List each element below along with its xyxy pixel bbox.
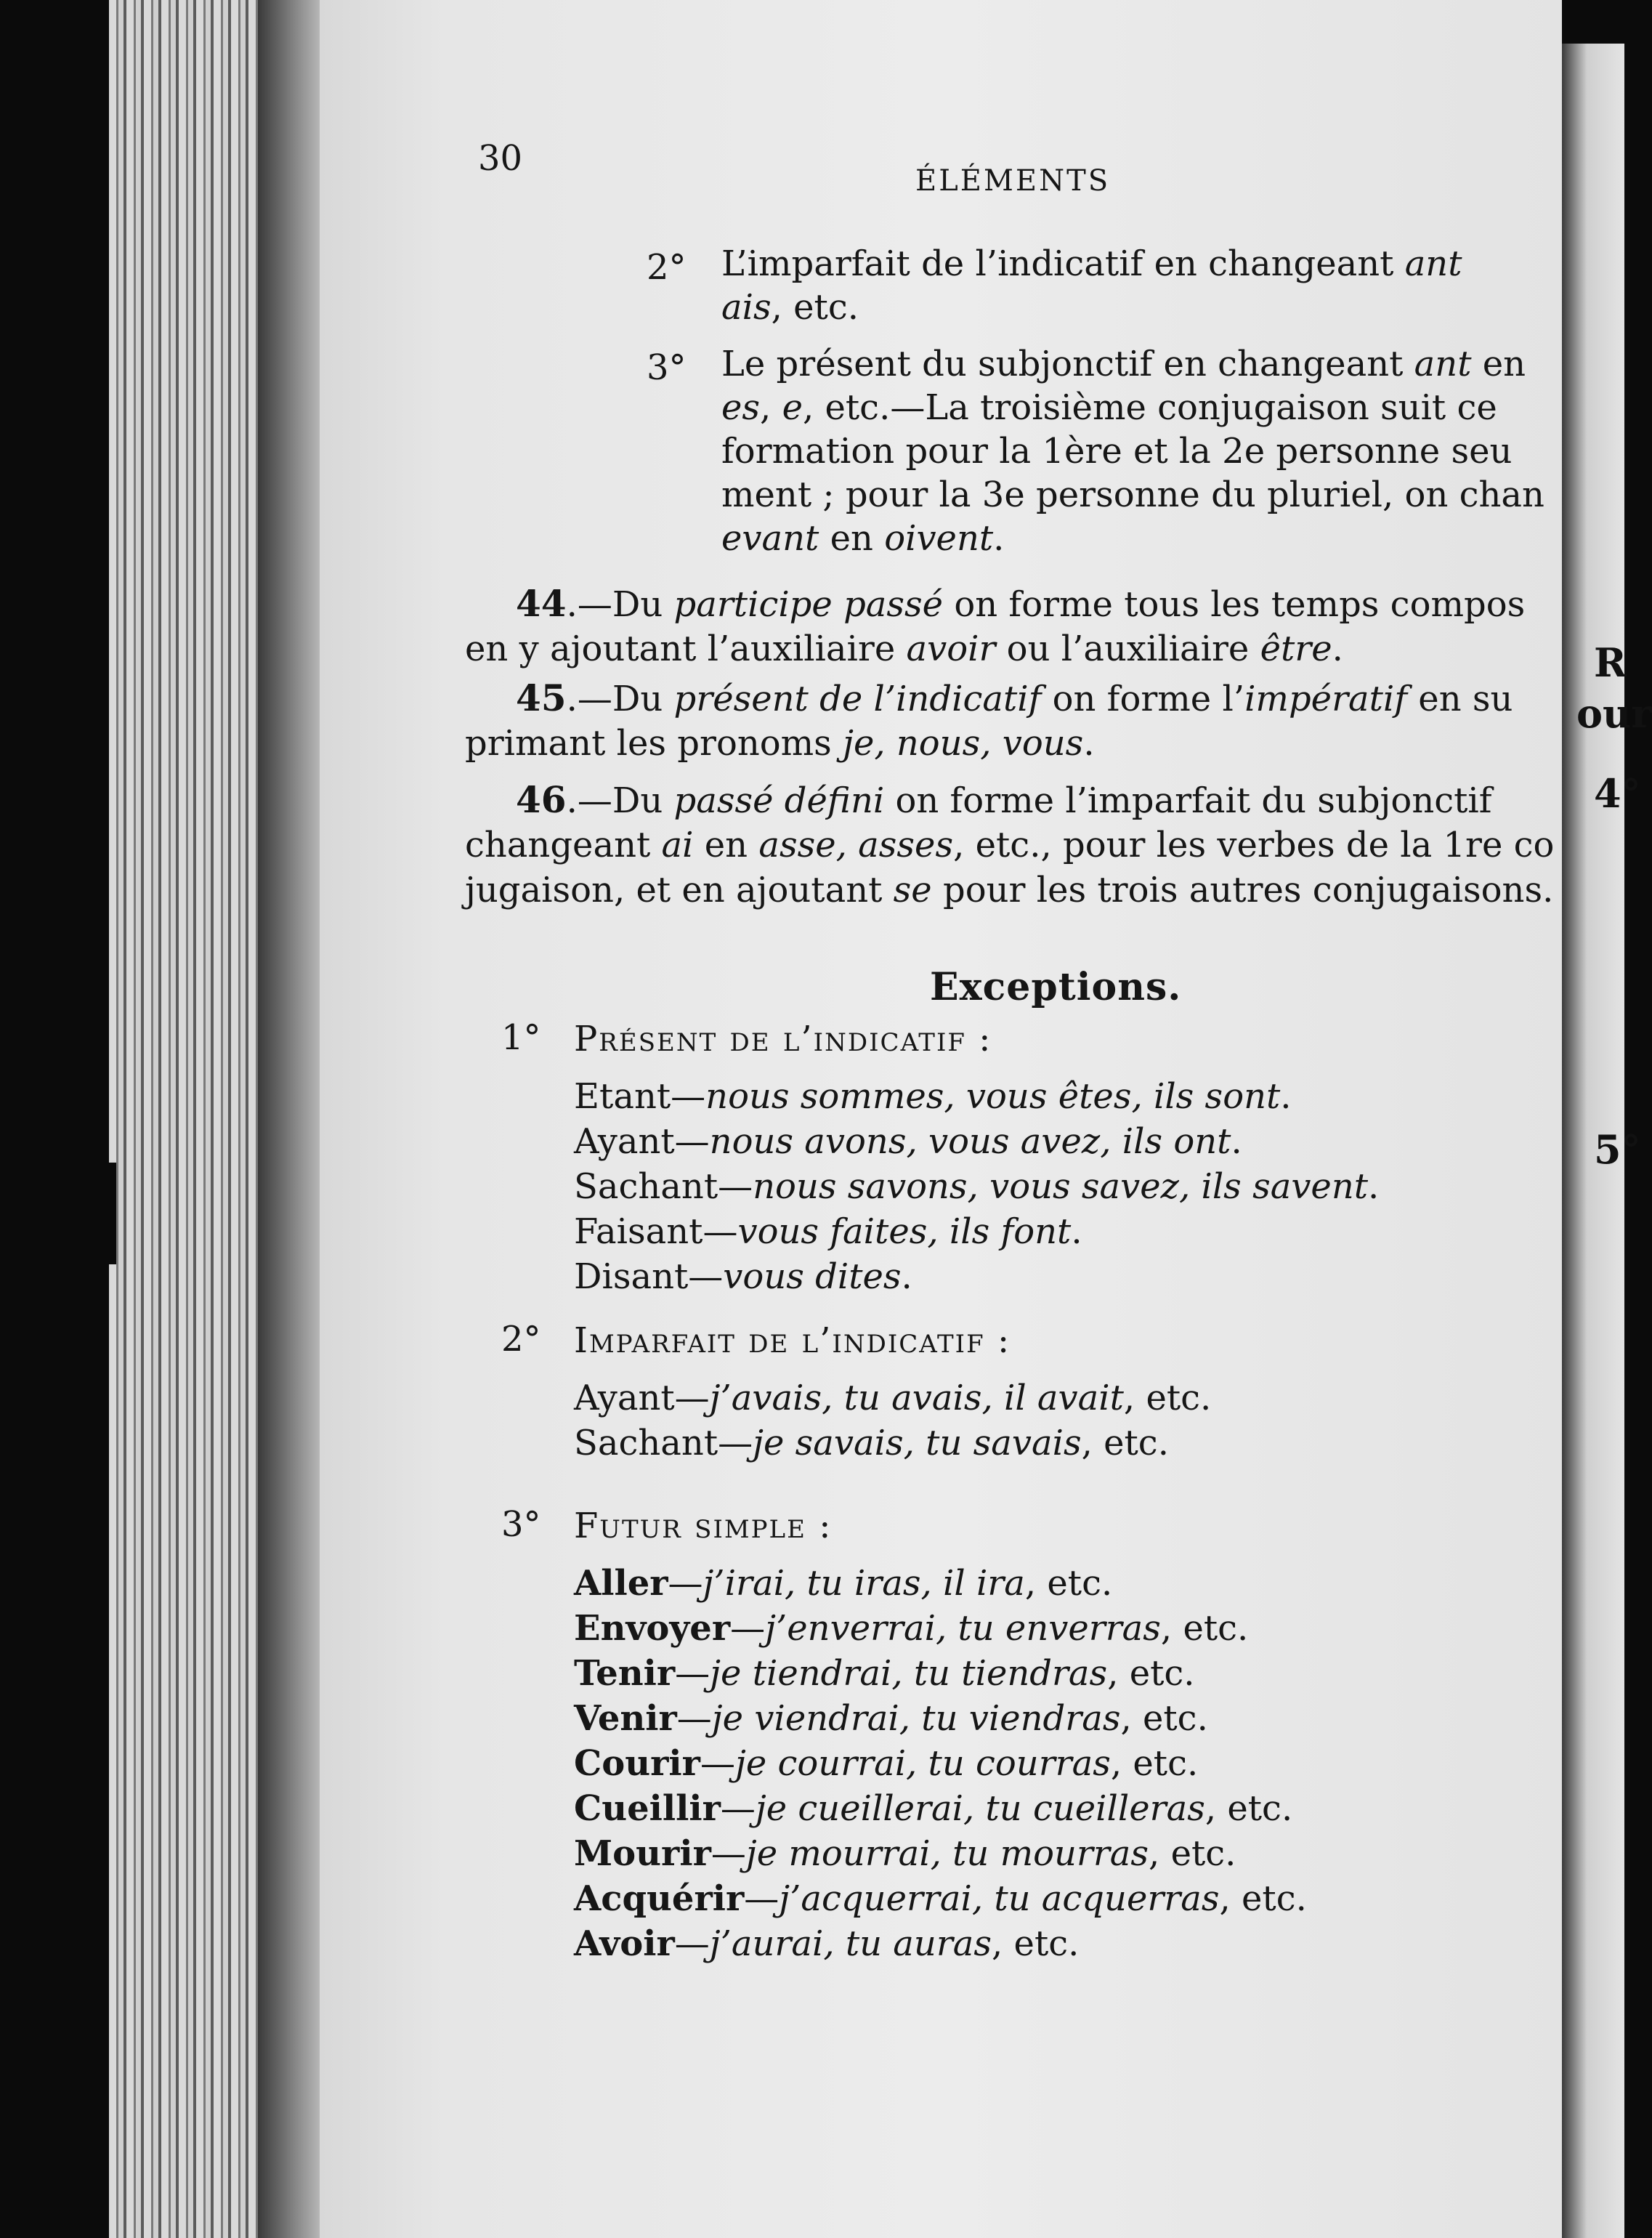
text-run: en	[693, 825, 759, 865]
exception-entry: Etant—nous sommes, vous êtes, ils sont.	[574, 1076, 1292, 1117]
italic-run: ai	[661, 825, 694, 865]
verb-forms: je cueillerai, tu cueilleras	[755, 1788, 1205, 1829]
group-label: Présent de l’indicatif :	[574, 1019, 992, 1059]
exception-entry: Acquérir—j’acquerrai, tu acquerras, etc.	[574, 1878, 1307, 1919]
text-run: en	[819, 518, 885, 559]
exception-entry: Sachant—je savais, tu savais, etc.	[574, 1423, 1169, 1463]
verb: Aller	[574, 1563, 668, 1604]
text-run: .—Du	[566, 584, 674, 625]
verb: Envoyer	[574, 1608, 731, 1649]
verb: Venir	[574, 1698, 677, 1739]
verb: Mourir	[574, 1833, 711, 1874]
book-page	[320, 0, 1562, 2238]
group-label: Futur simple :	[574, 1506, 833, 1546]
exception-entry: Mourir—je mourrai, tu mourras, etc.	[574, 1833, 1236, 1874]
entry-tail: , etc.	[1107, 1653, 1195, 1694]
text-run: .	[993, 518, 1005, 559]
entry-tail: .	[1071, 1211, 1082, 1252]
verb-forms: nous sommes, vous êtes, ils sont	[705, 1076, 1281, 1117]
text-run: changeant	[465, 825, 662, 865]
running-header: ÉLÉMENTS	[915, 164, 1111, 198]
text-run: .—Du	[566, 679, 674, 719]
facing-fragment-4: 5°	[1594, 1126, 1641, 1173]
text-line	[721, 285, 859, 330]
italic-run: ant	[1404, 243, 1462, 284]
entry-tail: .	[1280, 1076, 1292, 1117]
section-number: 45	[516, 676, 567, 719]
page-number: 30	[478, 138, 523, 179]
section-line	[516, 676, 1513, 722]
entry-tail: , etc.	[1081, 1423, 1169, 1463]
verb-forms: je savais, tu savais	[753, 1423, 1082, 1463]
verb-forms: je tiendrai, tu tiendras	[710, 1653, 1108, 1694]
verb: Ayant	[574, 1378, 675, 1418]
text-run: , etc.—La troisième conjugaison suit ce	[802, 387, 1497, 428]
section-line	[516, 581, 1525, 627]
verb-forms: vous dites	[723, 1256, 902, 1297]
text-line	[721, 472, 1544, 517]
exception-entry: Courir—je courrai, tu courras, etc.	[574, 1743, 1199, 1784]
verb-forms: j’irai, tu iras, il ira	[702, 1563, 1025, 1604]
text-run: en y ajoutant l’auxiliaire	[465, 629, 907, 669]
italic-run: es	[721, 387, 761, 428]
verb-forms: j’avais, tu avais, il avait	[709, 1378, 1124, 1418]
exception-entry: Aller—j’irai, tu iras, il ira, etc.	[574, 1563, 1113, 1604]
italic-run: se	[893, 870, 932, 910]
verb: Acquérir	[574, 1878, 745, 1919]
entry-tail: , etc.	[992, 1923, 1080, 1964]
entry-tail: , etc.	[1110, 1743, 1199, 1784]
text-run: on forme l’	[1041, 679, 1245, 719]
exception-entry: Cueillir—je cueillerai, tu cueilleras, etc.	[574, 1788, 1293, 1829]
text-run: ou l’auxiliaire	[995, 629, 1260, 669]
verb-forms: je mourrai, tu mourras	[745, 1833, 1149, 1874]
verb-forms: vous faites, ils font	[737, 1211, 1072, 1252]
exception-entry: Avoir—j’aurai, tu auras, etc.	[574, 1923, 1080, 1964]
entry-tail: .	[1231, 1121, 1242, 1162]
exceptions-heading: Exceptions.	[930, 965, 1182, 1009]
verb-forms: nous savons, vous savez, ils savent	[753, 1166, 1369, 1207]
italic-run: être	[1260, 629, 1332, 669]
facing-fragment-2: our	[1576, 690, 1652, 737]
facing-fragment-3: 4°	[1594, 770, 1641, 817]
text-run: pour les trois autres conjugaisons.	[931, 870, 1554, 910]
text-run: on forme l’imparfait du subjonctif	[884, 780, 1492, 821]
facing-fragment-1: R	[1594, 639, 1627, 686]
text-line	[721, 342, 1526, 387]
text-run: on forme tous les temps compos	[943, 584, 1526, 625]
text-run: Le présent du subjonctif en changeant	[721, 344, 1414, 384]
section-number: 46	[516, 778, 567, 821]
italic-run: participe passé	[673, 584, 944, 625]
italic-run: je, nous, vous	[843, 723, 1084, 764]
entry-tail: , etc.	[1219, 1878, 1307, 1919]
italic-run: e	[782, 387, 803, 428]
exception-entry: Faisant—vous faites, ils font.	[574, 1211, 1082, 1252]
exception-entry: Ayant—nous avons, vous avez, ils ont.	[574, 1121, 1242, 1162]
verb: Avoir	[574, 1923, 675, 1964]
section-line	[516, 777, 1492, 823]
verb: Tenir	[574, 1653, 676, 1694]
entry-tail: .	[901, 1256, 912, 1297]
entry-tail: , etc.	[1120, 1698, 1208, 1739]
page-notch	[87, 1163, 116, 1264]
text-line	[721, 516, 1004, 561]
italic-run: présent de l’indicatif	[673, 679, 1042, 719]
text-run: formation pour la 1ère et la 2e personne seu	[721, 431, 1513, 472]
verb: Ayant	[574, 1121, 675, 1162]
group-number: 3°	[501, 1504, 541, 1545]
italic-run: evant	[721, 518, 819, 559]
entry-tail: , etc.	[1204, 1788, 1293, 1829]
italic-run: asse, asses	[758, 825, 954, 865]
section-line	[465, 823, 1554, 868]
facing-page-fragment	[1562, 44, 1652, 2238]
text-run: ,	[760, 387, 782, 428]
italic-run: avoir	[906, 629, 996, 669]
item-number: 3°	[647, 347, 687, 388]
italic-run: ant	[1414, 344, 1472, 384]
text-run: en su	[1407, 679, 1513, 719]
text-run: .	[1083, 723, 1095, 764]
exception-entry: Disant—vous dites.	[574, 1256, 912, 1297]
text-line	[721, 241, 1462, 286]
verb-forms: j’enverrai, tu enverras	[765, 1608, 1161, 1649]
section-line	[465, 868, 1553, 913]
exception-entry: Envoyer—j’enverrai, tu enverras, etc.	[574, 1608, 1249, 1649]
entry-tail: , etc.	[1024, 1563, 1113, 1604]
group-number: 2°	[501, 1319, 541, 1360]
verb-forms: je viendrai, tu viendras	[711, 1698, 1121, 1739]
italic-run: ais	[721, 287, 772, 328]
gutter-shadow	[258, 0, 323, 2238]
text-run: primant les pronoms	[465, 723, 843, 764]
text-run: .—Du	[566, 780, 674, 821]
section-line	[465, 721, 1095, 766]
verb: Disant	[574, 1256, 689, 1297]
verb: Cueillir	[574, 1788, 721, 1829]
text-line	[721, 429, 1512, 474]
entry-tail: , etc.	[1160, 1608, 1249, 1649]
verb: Sachant	[574, 1423, 718, 1463]
entry-tail: , etc.	[1123, 1378, 1212, 1418]
italic-run: impératif	[1244, 679, 1408, 719]
text-run: en	[1471, 344, 1526, 384]
verb: Sachant	[574, 1166, 718, 1207]
italic-run: passé défini	[673, 780, 885, 821]
exception-entry: Sachant—nous savons, vous savez, ils savent.	[574, 1166, 1380, 1207]
entry-tail: , etc.	[1149, 1833, 1236, 1874]
group-label: Imparfait de l’indicatif :	[574, 1320, 1011, 1361]
text-run: ment ; pour la 3e personne du pluriel, on chan	[721, 474, 1544, 515]
exception-entry: Venir—je viendrai, tu viendras, etc.	[574, 1698, 1208, 1739]
text-run: , etc.	[771, 287, 859, 328]
exception-entry: Tenir—je tiendrai, tu tiendras, etc.	[574, 1653, 1195, 1694]
verb-forms: nous avons, vous avez, ils ont	[709, 1121, 1231, 1162]
text-run: jugaison, et en ajoutant	[465, 870, 894, 910]
text-run: .	[1332, 629, 1343, 669]
verb-forms: j’aurai, tu auras	[709, 1923, 992, 1964]
verb-forms: j’acquerrai, tu acquerras	[779, 1878, 1220, 1919]
exception-entry: Ayant—j’avais, tu avais, il avait, etc.	[574, 1378, 1212, 1418]
section-number: 44	[516, 582, 567, 625]
text-run: , etc., pour les verbes de la 1re co	[953, 825, 1555, 865]
italic-run: oivent	[884, 518, 994, 559]
entry-tail: .	[1368, 1166, 1380, 1207]
text-line	[721, 385, 1497, 430]
verb: Etant	[574, 1076, 671, 1117]
verb-forms: je courrai, tu courras	[734, 1743, 1111, 1784]
item-number: 2°	[647, 247, 687, 288]
group-number: 1°	[501, 1017, 541, 1058]
section-line	[465, 626, 1343, 671]
text-run: L’imparfait de l’indicatif en changeant	[721, 243, 1405, 284]
verb: Courir	[574, 1743, 700, 1784]
verb: Faisant	[574, 1211, 703, 1252]
